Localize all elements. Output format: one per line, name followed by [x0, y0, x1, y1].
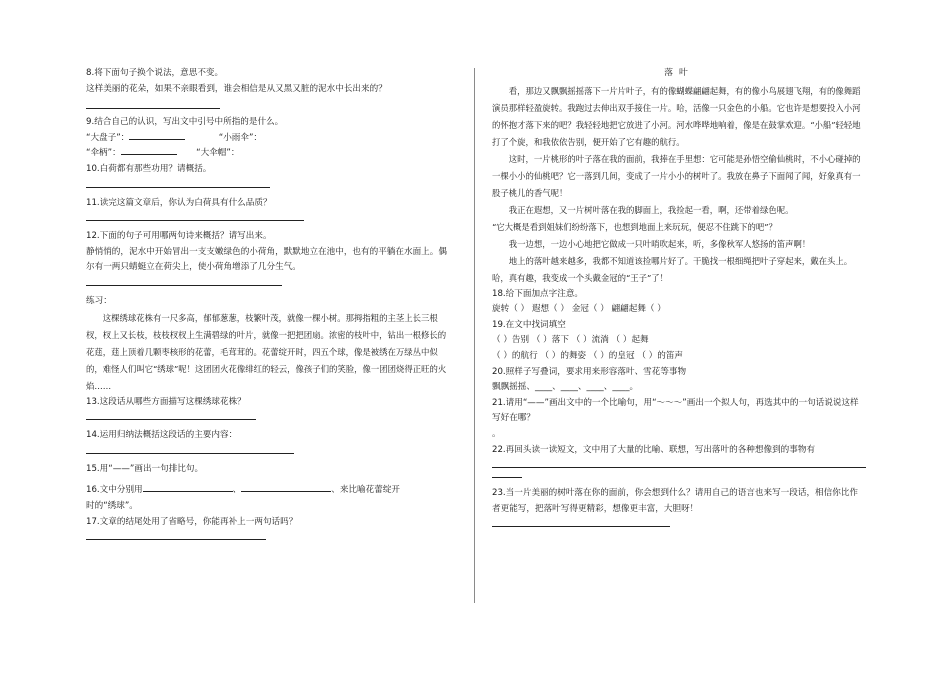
right-column — [492, 66, 866, 529]
q19-item[interactable]: （ ）的笛声 — [637, 350, 684, 361]
q23-answer-line[interactable] — [492, 517, 866, 529]
q19-item[interactable]: （ ）告别 — [492, 335, 530, 346]
q9-row1 — [86, 131, 454, 147]
q12-title: 12.下面的句子可用哪两句诗来概括？请写出来。 — [86, 231, 272, 242]
q19-item[interactable]: （ ）的舞姿 — [540, 350, 587, 361]
q16-line2: 时的“绣球”。 — [86, 500, 138, 511]
q11-answer-line[interactable] — [86, 211, 454, 223]
q8-title: 8.将下面句子换个说法，意思不变。 — [86, 68, 224, 78]
q21-title: 21.请用“——”画出文中的一个比喻句，用“～～～”画出一个拟人句，再选其中的一句话说说这样写好在哪？ — [492, 397, 859, 424]
practice-passage: 这棵绣球花株有一尺多高，郁郁葱葱，枝繁叶茂，就像一棵小树。那拇指粗的主茎上长三根杈，杈上又长枝，枝枝杈杈上生满碧绿的叶片，就像一把把团扇。浓密的枝叶中，钻出一根修长的花莛，莛上顶着几颗枣核形的花蕾，毛茸茸的。花蕾绽开时，四五个球，像是被绣在万绿丛中似的，难怪人们叫它“绣球”呢！这团团火花像绯红的轻云，像孩子们的笑脸，像一团团烧得正旺的火焰…… — [86, 312, 447, 391]
passage-para-1: 看，那边又飘飘摇摇落下一片片叶子，有的像蝴蝶翩翩起舞，有的像小鸟展翅飞翔，有的像舞蹈演员那样轻盈旋转。我跑过去伸出双手接住一片。哈，活像一只金色的小船。它也许是想要投入小河的怀抱才落下来的吧？我轻轻地把它放进了小河。河水哗哗地响着，像是在鼓掌欢迎。“小船”轻轻地打了个旋，和我依依告别，便开始了它有趣的航行。 — [492, 85, 861, 147]
q12-text: 静悄悄的，泥水中开始冒出一支支嫩绿色的小荷角，默默地立在池中，也有的平躺在水面上。偶尔有一两只蜻蜓立在荷尖上，使小荷角增添了几分生气。 — [86, 246, 447, 273]
q9-title: 9.结合自己的认识，写出文中引号中所指的是什么。 — [86, 117, 284, 128]
q12-answer-line[interactable] — [86, 276, 454, 288]
q19-item[interactable]: （ ）落下 — [531, 335, 569, 346]
q19-item[interactable]: （ ）流淌 — [571, 335, 609, 346]
q10-title: 10.白荷都有那些功用？请概括。 — [86, 163, 212, 174]
q23-title: 23.当一片美丽的树叶落在你的面前，你会想到什么？请用自己的语言也来写一段话，相信你比作者更能写，把落叶写得更精彩，想像更丰富，大胆呀！ — [492, 488, 859, 514]
q18-item[interactable]: 旋转（ ） — [492, 304, 530, 315]
passage-para-4: “它大概是看到姐妹们纷纷落下，也想到地面上来玩玩，便忍不住跳下的吧”？ — [492, 221, 777, 232]
q13-answer-line[interactable] — [86, 410, 454, 422]
q20-text[interactable]: 飘飘摇摇、____、____、____、____。 — [492, 382, 639, 393]
q9-d-label: “大伞帽”： — [196, 148, 240, 159]
q18-item[interactable]: 金冠（ ） — [571, 304, 609, 315]
q19-row-2 — [492, 349, 866, 365]
q10-answer-line[interactable] — [86, 178, 454, 190]
q16-b: 、 — [232, 485, 242, 496]
q8-text: 这样美丽的花朵，如果不亲眼看到，谁会相信是从又黑又脏的泥水中长出来的？ — [86, 83, 387, 94]
practice-label: 练习： — [86, 295, 112, 306]
passage-para-6: 地上的落叶越来越多，我都不知道该捡哪片好了。干脆找一根细绳把叶子穿起来，戴在头上。哈，真有趣，我变成一个头戴金冠的“王子”了！ — [492, 255, 853, 283]
q9-a-blank[interactable] — [129, 138, 185, 140]
q11-title: 11.读完这篇文章后，你认为白荷具有什么品质？ — [86, 197, 272, 208]
q21-mark: 。 — [492, 428, 501, 439]
q16-a: 16.文中分别用 — [86, 485, 143, 496]
q22-title: 22.再回头读一读短文，文中用了大量的比喻、联想，写出落叶的各种想像到的事物有 — [492, 444, 816, 455]
passage-para-5: 我一边想，一边小心地把它做成一只叶哨吹起来，听，多像秋军人悠扬的笛声啊！ — [508, 238, 811, 249]
q9-a-label: “大盘子”： — [86, 132, 130, 143]
q18-title: 18.给下面加点字注意。 — [492, 288, 584, 299]
q9-c-label: “伞柄”： — [86, 148, 121, 159]
q18-item[interactable]: 翩翩起舞（ ） — [611, 304, 666, 315]
passage-para-2: 这时，一片桃形的叶子落在我的面前，我捧在手里想：它可能是孙悟空偷仙桃时，不小心碰掉的一棵小小的仙桃吧？它一落到几间，变成了一片小小的树叶了。我放在鼻子下面闻了闻，好象真有一股子桃儿的香气呢！ — [492, 153, 861, 198]
q17-answer-line[interactable] — [86, 530, 454, 542]
q19-item[interactable]: （ ）的皇冠 — [588, 350, 635, 361]
q18-items — [492, 302, 866, 318]
q9-b-label: “小雨伞”： — [218, 132, 263, 143]
q14-answer-line[interactable] — [86, 444, 454, 456]
q16-c: 、 — [331, 485, 340, 496]
q18-item[interactable]: 遐想（ ） — [531, 304, 569, 315]
q13-title: 13.这段话从哪些方面描写这棵绣球花株？ — [86, 396, 246, 407]
q19-title: 19.在文中找词填空 — [492, 319, 566, 330]
q9-c-blank[interactable] — [121, 153, 177, 155]
q16-d: 来比喻花蕾绽开 — [339, 485, 401, 496]
q17-title: 17.文章的结尾处用了省略号，你能再补上一两句话吗？ — [86, 516, 298, 527]
q16-blank-1[interactable] — [143, 490, 233, 492]
q22-answer-line-2[interactable] — [492, 468, 866, 480]
q16-line1 — [86, 483, 454, 499]
q15-title: 15.用“——”画出一句排比句。 — [86, 463, 204, 474]
passage-para-3: 我正在遐想，又一片树叶落在我的脚面上，我捡起一看，啊，还带着绿色呢。 — [508, 204, 794, 215]
q19-item[interactable]: （ ）的航行 — [492, 350, 538, 361]
q19-row-1 — [492, 333, 866, 349]
q8-answer-line[interactable] — [86, 97, 454, 109]
q19-item[interactable]: （ ）起舞 — [611, 335, 649, 346]
q20-title: 20.照样子写叠词，要求用来形容落叶、雪花等事物 — [492, 366, 687, 377]
q9-row2 — [86, 146, 454, 162]
left-column — [86, 66, 454, 542]
q14-title: 14.运用归纳法概括这段话的主要内容： — [86, 430, 238, 441]
q16-blank-2[interactable] — [241, 490, 331, 492]
column-divider — [474, 68, 475, 603]
passage-title: 落叶 — [664, 68, 694, 78]
